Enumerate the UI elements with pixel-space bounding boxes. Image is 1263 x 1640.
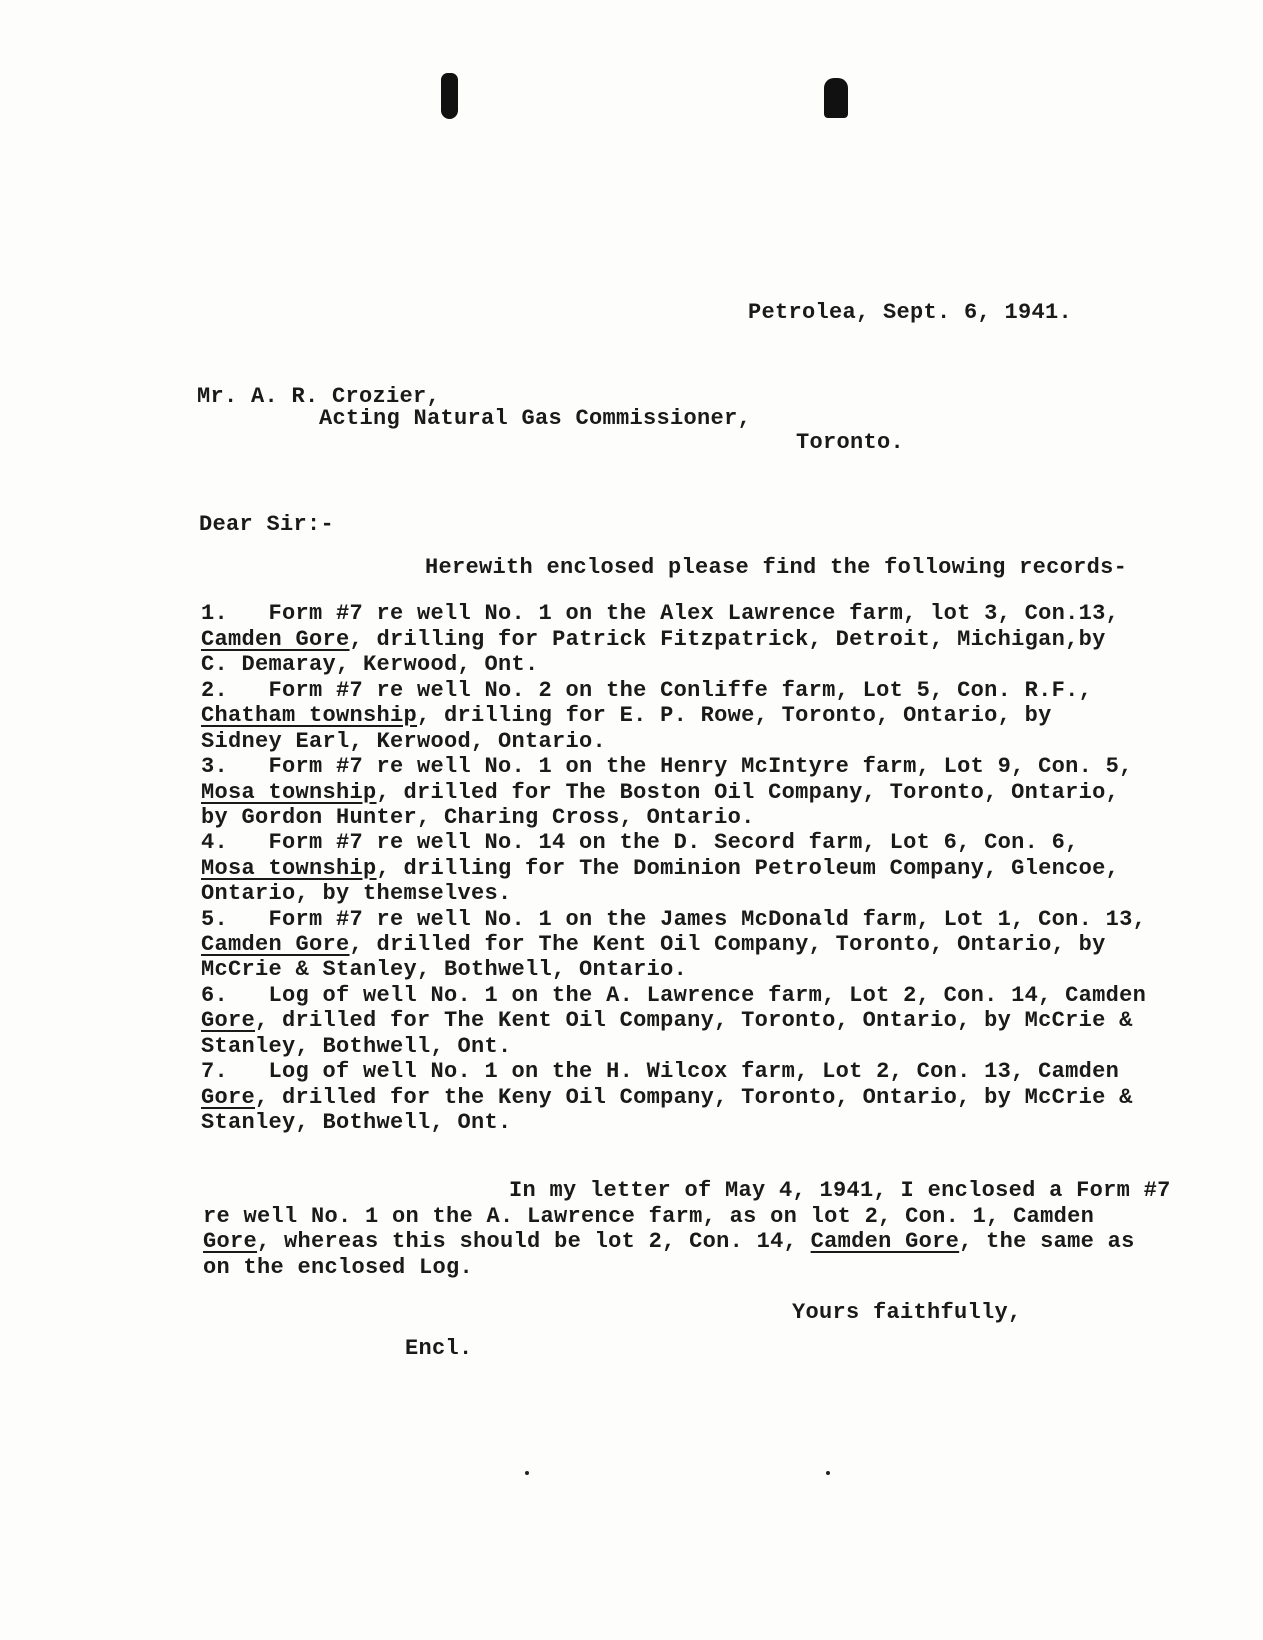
record-item-7-location: Gore	[201, 1085, 256, 1110]
record-item-2-line1: 2. Form #7 re well No. 2 on the Conliffe farm, Lot 5, Con. R.F.,	[201, 678, 1093, 703]
record-item-5-line3: McCrie & Stanley, Bothwell, Ontario.	[201, 957, 688, 982]
record-item-5-location: Camden Gore	[201, 932, 350, 957]
record-item-5-detail: , drilled for The Kent Oil Company, Toronto, Ontario, by	[349, 932, 1106, 957]
record-item-3-detail: , drilled for The Boston Oil Company, Toronto, Ontario,	[376, 780, 1120, 805]
record-item-7-line1: 7. Log of well No. 1 on the H. Wilcox farm, Lot 2, Con. 13, Camden	[201, 1059, 1120, 1084]
record-item-4-line1: 4. Form #7 re well No. 14 on the D. Secord farm, Lot 6, Con. 6,	[201, 830, 1079, 855]
closing-para-gore: Gore	[203, 1229, 258, 1254]
record-item-6-line3: Stanley, Bothwell, Ont.	[201, 1034, 512, 1059]
closing-para-line3	[203, 1229, 1135, 1255]
record-item-5-line1: 5. Form #7 re well No. 1 on the James McDonald farm, Lot 1, Con. 13,	[201, 907, 1147, 932]
record-item-6-line2	[201, 1008, 1133, 1034]
record-item-3-line2	[201, 780, 1119, 806]
record-item-1-line1: 1. Form #7 re well No. 1 on the Alex Lawrence farm, lot 3, Con.13,	[201, 601, 1120, 626]
signoff: Yours faithfully,	[792, 1300, 1022, 1325]
record-item-7-line3: Stanley, Bothwell, Ont.	[201, 1110, 512, 1135]
salutation: Dear Sir:-	[199, 512, 335, 537]
record-item-1-line3: C. Demaray, Kerwood, Ont.	[201, 652, 539, 677]
speck-right	[826, 1471, 830, 1475]
record-item-7-line2	[201, 1085, 1133, 1111]
record-item-3-line1: 3. Form #7 re well No. 1 on the Henry McIntyre farm, Lot 9, Con. 5,	[201, 754, 1133, 779]
record-item-6-location: Gore	[201, 1008, 256, 1033]
record-item-1-line2	[201, 627, 1106, 653]
record-item-2-line3: Sidney Earl, Kerwood, Ontario.	[201, 729, 607, 754]
record-item-6-detail: , drilled for The Kent Oil Company, Toronto, Ontario, by McCrie &	[255, 1008, 1133, 1033]
recipient-name: Mr. A. R. Crozier,	[197, 384, 441, 409]
record-item-2-line2	[201, 703, 1052, 729]
record-item-2-location: Chatham township	[201, 703, 418, 728]
record-item-4-line2	[201, 856, 1119, 882]
record-item-5-line2	[201, 932, 1106, 958]
recipient-title: Acting Natural Gas Commissioner,	[319, 406, 752, 431]
record-item-1-location: Camden Gore	[201, 627, 350, 652]
record-item-2-detail: , drilling for E. P. Rowe, Toronto, Ontario, by	[417, 703, 1052, 728]
closing-para-line1: In my letter of May 4, 1941, I enclosed a Form #7	[509, 1178, 1171, 1203]
record-item-7-detail: , drilled for the Keny Oil Company, Toronto, Ontario, by McCrie &	[255, 1085, 1133, 1110]
closing-para-whereas: , whereas this should be lot 2, Con. 14,	[257, 1229, 811, 1254]
record-item-1-detail: , drilling for Patrick Fitzpatrick, Detroit, Michigan,by	[349, 627, 1106, 652]
recipient-city: Toronto.	[796, 430, 905, 455]
record-item-6-line1: 6. Log of well No. 1 on the A. Lawrence farm, Lot 2, Con. 14, Camden	[201, 983, 1147, 1008]
closing-para-line2: re well No. 1 on the A. Lawrence farm, as on lot 2, Con. 1, Camden	[203, 1204, 1095, 1229]
record-item-4-location: Mosa township	[201, 856, 377, 881]
record-item-4-detail: , drilling for The Dominion Petroleum Company, Glencoe,	[376, 856, 1120, 881]
intro-line: Herewith enclosed please find the following records-	[425, 555, 1128, 580]
punch-mark-left	[441, 73, 458, 119]
closing-para-same-as: , the same as	[959, 1229, 1135, 1254]
enclosure-note: Encl.	[405, 1336, 473, 1361]
punch-mark-right	[824, 78, 848, 118]
closing-para-line4: on the enclosed Log.	[203, 1255, 474, 1280]
date-line: Petrolea, Sept. 6, 1941.	[748, 300, 1073, 325]
record-item-3-line3: by Gordon Hunter, Charing Cross, Ontario.	[201, 805, 755, 830]
record-item-4-line3: Ontario, by themselves.	[201, 881, 512, 906]
closing-para-camden-gore: Camden Gore	[810, 1229, 960, 1254]
speck-left	[525, 1471, 529, 1475]
record-item-3-location: Mosa township	[201, 780, 377, 805]
